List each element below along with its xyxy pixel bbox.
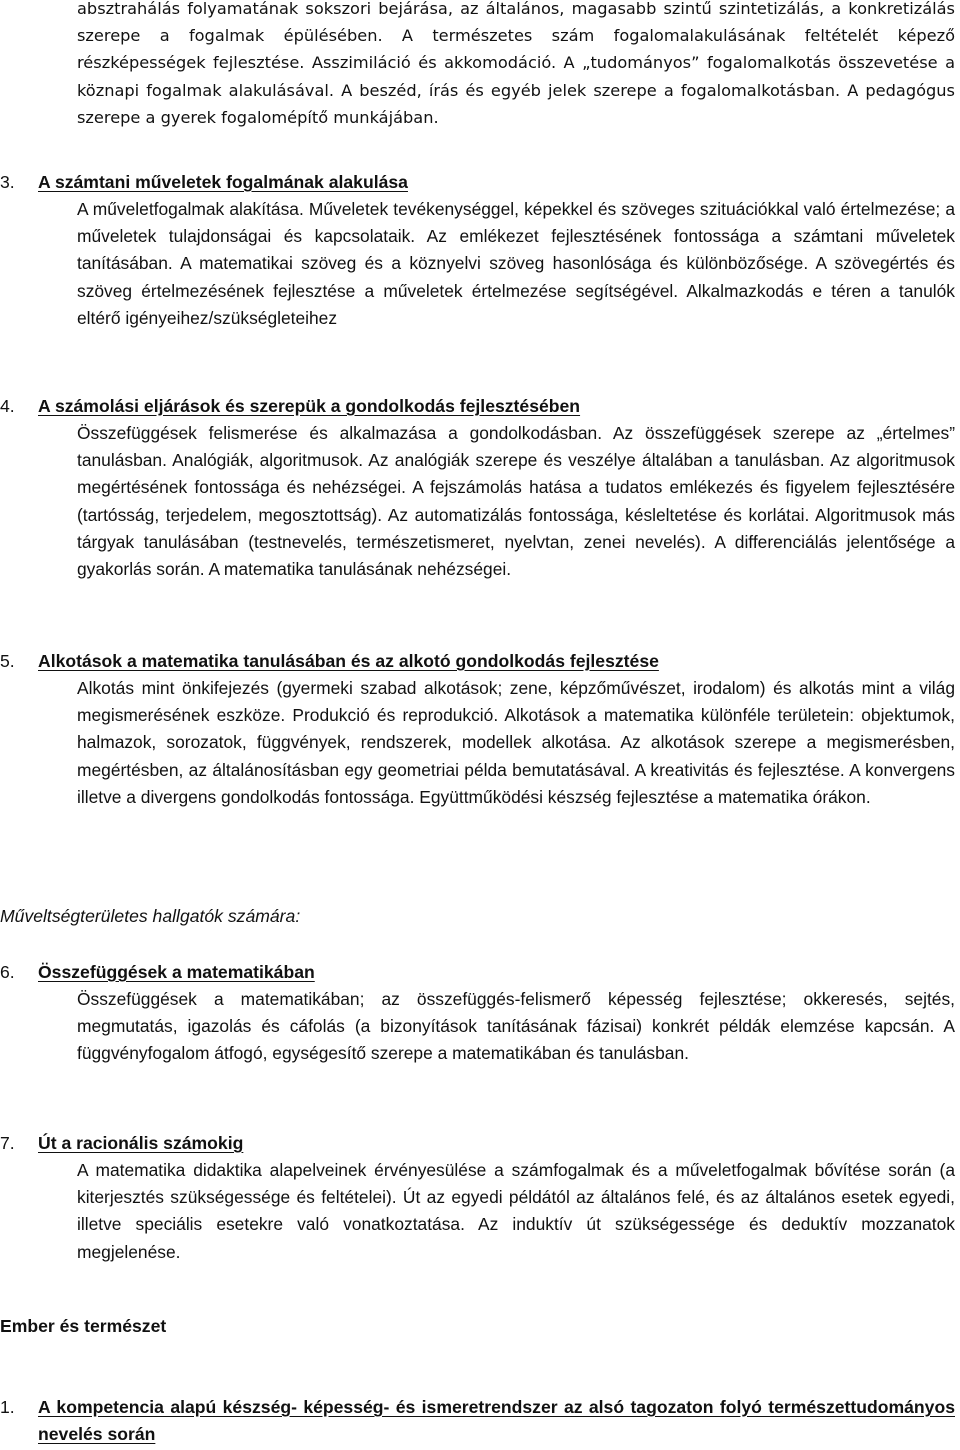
section-title: Alkotások a matematika tanulásában és az alkotó gondolkodás fejlesztése <box>38 651 659 671</box>
section-title: Összefüggések a matematikában <box>38 962 315 982</box>
section-body: A műveletfogalmak alakítása. Műveletek tevékenységgel, képekkel és szöveges szituációkkal való értelmezése; a műveletek tulajdonságai és kapcsolataik. Az emlékezet fejlesztésének fontossága a számtani műveletek tanításában. A matematikai szöveg és a köznyelvi szöveg hasonlósága és különbözősége. A szövegértés és szöveg értelmezésének fejlesztése a műveletek értelmezése segítségével. Alkalmazkodás e téren a tanulók eltérő igényeihez/szükségleteihez <box>77 199 955 328</box>
section-heading <box>0 393 955 420</box>
section-body: Alkotás mint önkifejezés (gyermeki szabad alkotások; zene, képzőművészet, irodalom) és alkotás mint a világ megismerésének eszköze. Produkció és reprodukció. Alkotások a matematika különféle területein: objektumok, halmazok, sorozatok, függvények, rendszerek, modellek alkotása. Az alkotások szerepe a megismerésben, megértésben, az általánosításban egy geometriai példa bemutatásával. A kreativitás és fejlesztése. A konvergens illetve a divergens gondolkodás fontossága. Együttműködési készség fejlesztése a matematika órákon. <box>77 678 955 807</box>
section-3 <box>0 169 955 332</box>
section-title: A számtani műveletek fogalmának alakulása <box>38 172 408 192</box>
section-title: Út a racionális számokig <box>38 1133 244 1153</box>
section-last <box>0 1394 955 1448</box>
section-number: 1. <box>0 1397 15 1417</box>
section-heading <box>0 959 955 986</box>
section-body: Összefüggések a matematikában; az összefüggés-felismerő képesség fejlesztése; okkeresés, sejtés, megmutatás, igazolás és cáfolás (a bizonyítások tanításának fázisai) konkrét példák elemzése kapcsán. A függvényfogalom átfogó, egységesítő szerepe a matematikában és tanulásban. <box>77 989 955 1064</box>
section-number: 3. <box>0 172 15 192</box>
intro-paragraph: absztrahálás folyamatának sokszori bejárása, az általános, magasabb szintű szintetizálás, a konkretizálás szerepe a fogalmak épülésében. A természetes szám fogalomalakulásának feltételét képező részképességek fejlesztése. Asszimiláció és akkomodáció. A „tudományos” fogalomalkotás összevetése a köznapi fogalmak alakulásával. A beszéd, írás és egyéb jelek szerepe a fogalomalkotásban. A pedagógus szerepe a gyerek fogalomépítő munkájában. <box>77 0 955 127</box>
section-title: A kompetencia alapú készség- képesség- és ismeretrendszer az alsó tagozaton folyó természettudományos nevelés során <box>38 1397 955 1444</box>
section-heading <box>0 1130 955 1157</box>
section-heading <box>0 169 955 196</box>
section-body: Összefüggések felismerése és alkalmazása a gondolkodásban. Az összefüggések szerepe az „értelmes” tanulásban. Analógiák, algoritmusok. Az analógiák szerepe és veszélye általában a tanulásban. Az algoritmusok megértésének fontossága és nehézségei. A fejszámolás hatása a tudatos emlékezés és figyelem fejlesztésére (tartósság, terjedelem, megosztottság). Az automatizálás fontossága, késleltetése és korlátai. Algoritmusok más tárgyak tanulásában (testnevelés, természetismeret, nyelvtan, zenei nevelés). A differenciálás jelentősége a gyakorlás során. A matematika tanulásának nehézségei. <box>77 423 955 580</box>
section-7 <box>0 1130 955 1266</box>
section-5 <box>0 648 955 811</box>
section-4 <box>0 393 955 583</box>
section-number: 5. <box>0 651 15 671</box>
section-body: A matematika didaktika alapelveinek érvényesülése a számfogalmak és a műveletfogalmak bővítése során (a kiterjesztés szükségessége és feltételei). Út az egyedi példától az általános felé, és az általános esetek egyedi, illetve speciális esetekre való vonatkoztatása. Az induktív út szükségessége és deduktív mozzanatok megjelenése. <box>77 1160 955 1262</box>
subheading-audience: Műveltségterületes hallgatók számára: <box>0 906 301 926</box>
heading-ember-es-termeszet: Ember és természet <box>0 1316 167 1336</box>
section-heading <box>0 648 955 675</box>
section-number: 7. <box>0 1133 15 1153</box>
section-title: A számolási eljárások és szerepük a gondolkodás fejlesztésében <box>38 396 581 416</box>
section-number: 6. <box>0 962 15 982</box>
section-number: 4. <box>0 396 15 416</box>
section-heading <box>0 1394 955 1448</box>
section-6 <box>0 959 955 1068</box>
